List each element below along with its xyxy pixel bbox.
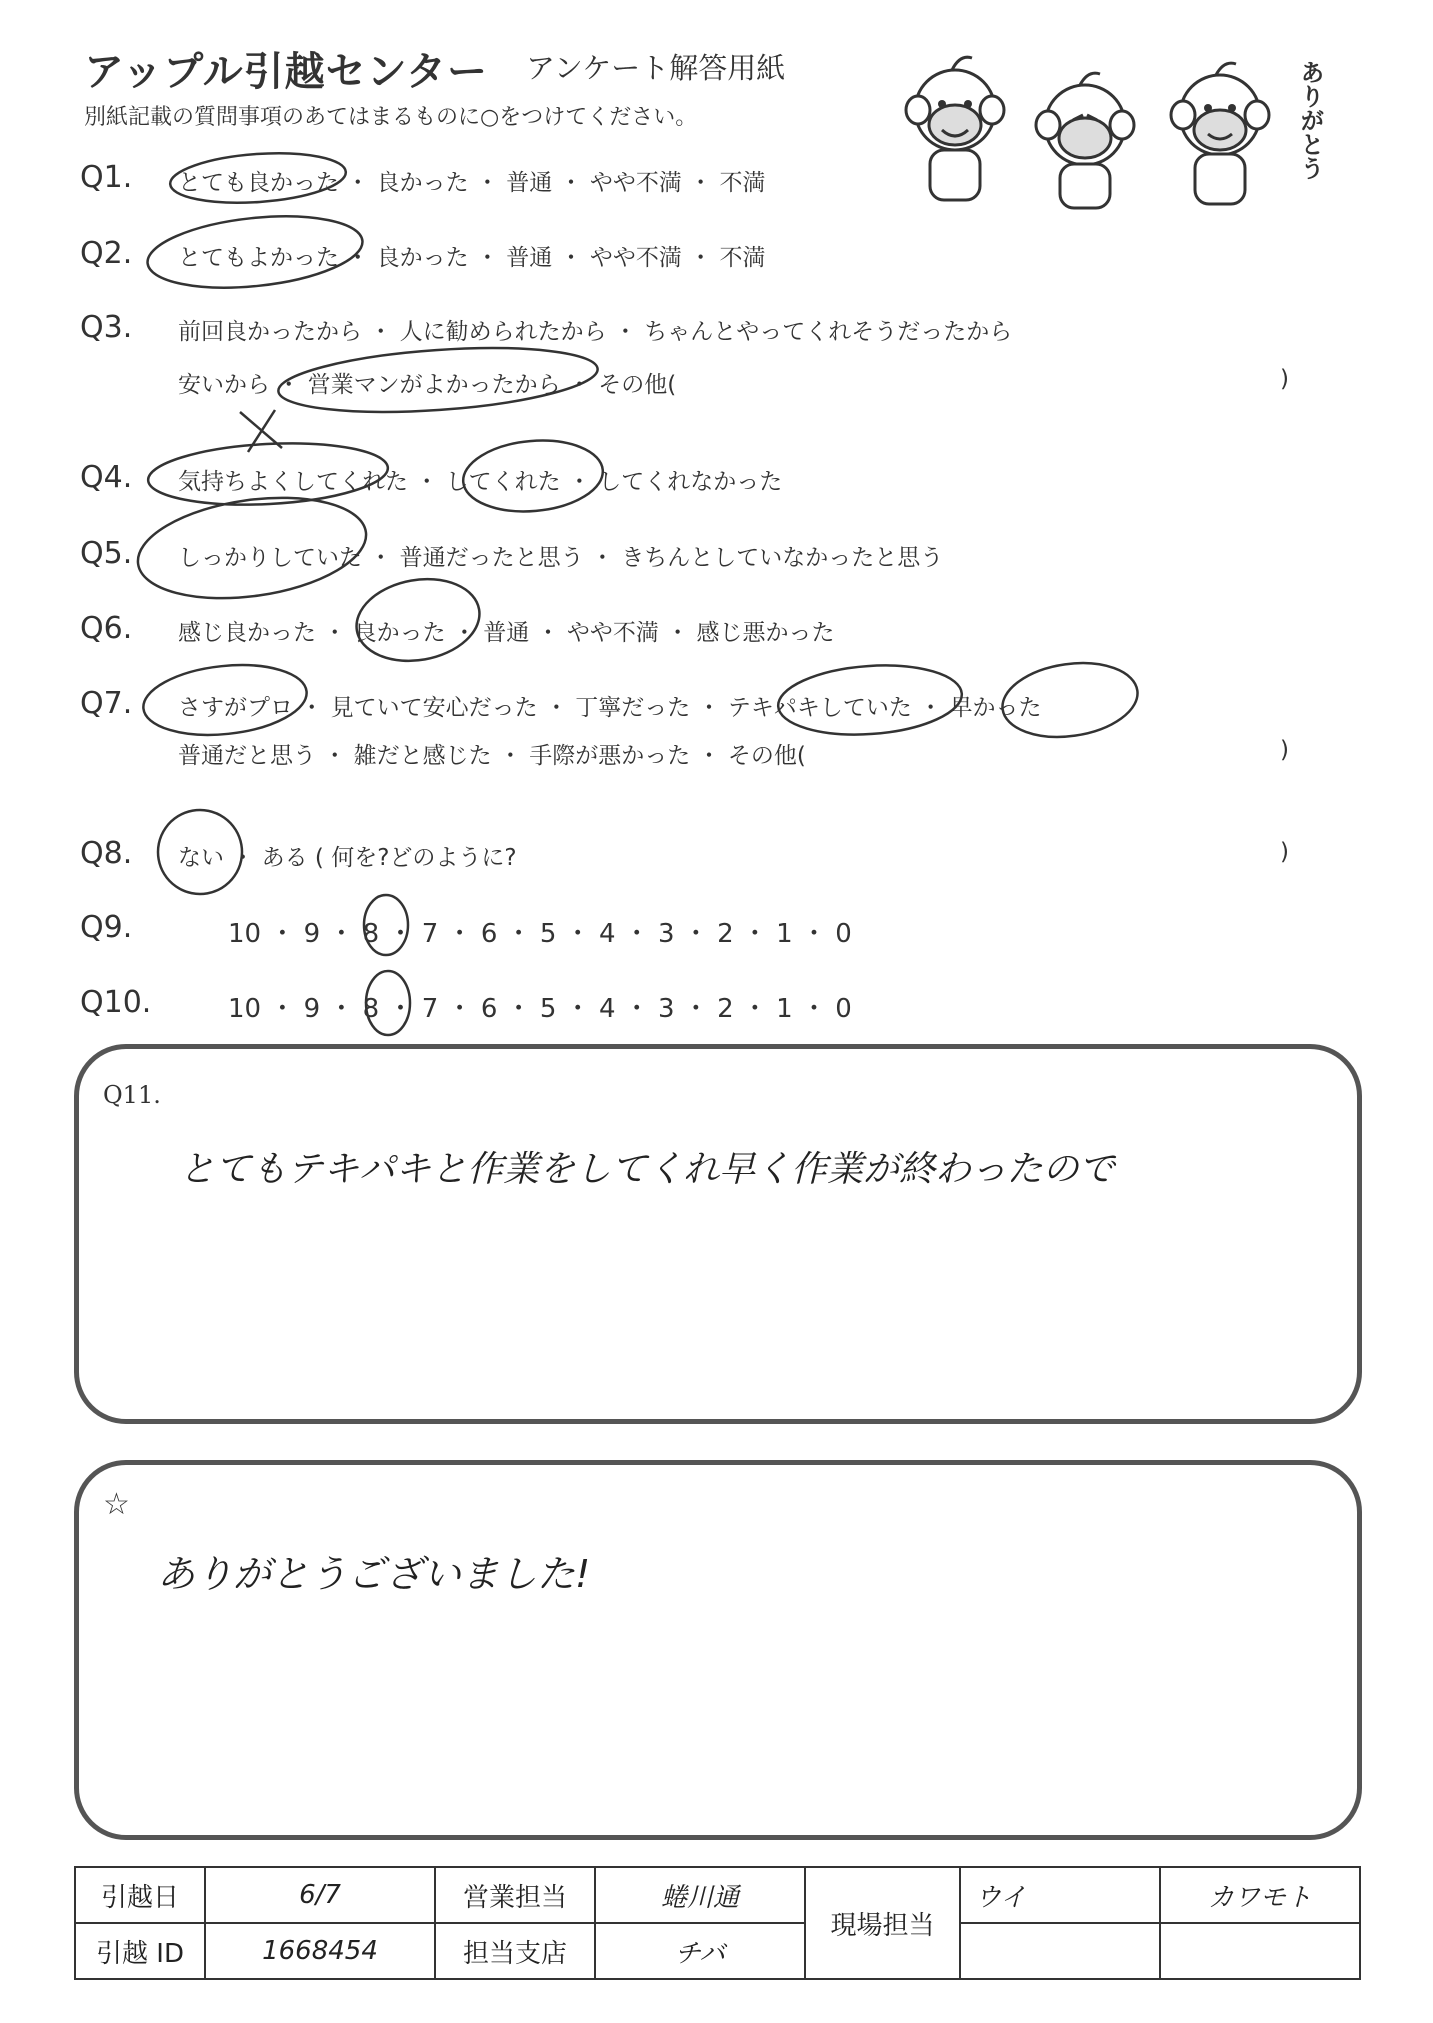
q4-options: 気持ちよくしてくれた ・ してくれた ・ してくれなかった xyxy=(178,469,783,495)
q11-label: Q11. xyxy=(103,1081,161,1109)
q10-number: Q10. xyxy=(80,985,152,1020)
q3-number: Q3. xyxy=(80,310,133,345)
q3-options-line2: 安いから ・ 営業マンがよかったから ・ その他( xyxy=(178,372,677,398)
branch-label: 担当支店 xyxy=(435,1923,595,1979)
q9-number: Q9. xyxy=(80,910,133,945)
q1-options: とても良かった ・ 良かった ・ 普通 ・ やや不満 ・ 不満 xyxy=(178,170,766,196)
q5-options: しっかりしていた ・ 普通だったと思う ・ きちんとしていなかったと思う xyxy=(178,545,944,571)
site-value-empty-1 xyxy=(960,1923,1160,1979)
q3-close-paren: ) xyxy=(1280,366,1289,392)
q4-number: Q4. xyxy=(80,460,133,495)
handwritten-message: ありがとうございました! xyxy=(157,1552,591,1596)
q1-number: Q1. xyxy=(80,160,133,195)
instruction-text: 別紙記載の質問事項のあてはまるものに○をつけてください。 xyxy=(84,105,698,130)
company-title: アップル引越センター xyxy=(84,49,488,95)
q8-number: Q8. xyxy=(80,836,133,871)
site-label: 現場担当 xyxy=(805,1867,960,1979)
form-subtitle: アンケート解答用紙 xyxy=(526,51,786,85)
move-date-value: 6/7 xyxy=(205,1867,435,1923)
q7-options-line1: さすがプロ ・ 見ていて安心だった ・ 丁寧だった ・ テキパキしていた ・ 早かった xyxy=(178,695,1042,721)
site-value-2: カワモト xyxy=(1160,1867,1360,1923)
q3-options-line1: 前回良かったから ・ 人に勧められたから ・ ちゃんとやってくれそうだったから xyxy=(178,319,1013,345)
q4-circle-mark-2 xyxy=(460,435,606,517)
q7-circle-mark-1 xyxy=(140,658,310,743)
q2-options: とてもよかった ・ 良かった ・ 普通 ・ やや不満 ・ 不満 xyxy=(178,245,766,271)
q9-circle-mark xyxy=(364,895,408,955)
q7-options-line2: 普通だと思う ・ 雑だと感じた ・ 手際が悪かった ・ その他( xyxy=(178,743,806,769)
q7-number: Q7. xyxy=(80,686,133,721)
q5-number: Q5. xyxy=(80,536,133,571)
footer-table xyxy=(74,1866,1361,1980)
q10-scale: 10 ・ 9 ・ 8 ・ 7 ・ 6 ・ 5 ・ 4 ・ 3 ・ 2 ・ 1 ・ 0 xyxy=(228,994,852,1024)
q3-circle-mark xyxy=(276,339,599,421)
sales-label: 営業担当 xyxy=(435,1867,595,1923)
message-box xyxy=(74,1460,1362,1840)
q11-answer-box xyxy=(74,1044,1362,1424)
q8-circle-mark xyxy=(151,803,248,900)
q7-circle-mark-3 xyxy=(998,655,1143,745)
q6-options: 感じ良かった ・ 良かった ・ 普通 ・ やや不満 ・ 感じ悪かった xyxy=(178,620,835,646)
q6-number: Q6. xyxy=(80,611,133,646)
site-value-empty-2 xyxy=(1160,1923,1360,1979)
q7-circle-mark-2 xyxy=(776,660,964,741)
sales-value: 蜷川通 xyxy=(595,1867,805,1923)
q9-scale: 10 ・ 9 ・ 8 ・ 7 ・ 6 ・ 5 ・ 4 ・ 3 ・ 2 ・ 1 ・ 0 xyxy=(228,919,852,949)
q2-number: Q2. xyxy=(80,236,133,271)
q10-circle-mark xyxy=(366,971,410,1035)
q8-options: ない ・ ある ( 何を?どのように? xyxy=(178,845,517,871)
q1-circle-mark xyxy=(169,148,348,208)
q2-circle-mark xyxy=(144,207,366,297)
move-date-label: 引越日 xyxy=(75,1867,205,1923)
q8-close-paren: ) xyxy=(1280,839,1289,865)
branch-value: チバ xyxy=(595,1923,805,1979)
site-value-1: ウイ xyxy=(960,1867,1160,1923)
q7-close-paren: ) xyxy=(1280,737,1289,763)
move-id-value: 1668454 xyxy=(205,1923,435,1979)
q6-circle-mark xyxy=(350,570,486,670)
q11-handwritten-answer: とてもテキパキと作業をしてくれ早く作業が終わったので xyxy=(179,1149,1115,1190)
mascot-caption: ありがとう xyxy=(1296,60,1324,180)
move-id-label: 引越 ID xyxy=(75,1923,205,1979)
star-icon: ☆ xyxy=(103,1487,130,1522)
